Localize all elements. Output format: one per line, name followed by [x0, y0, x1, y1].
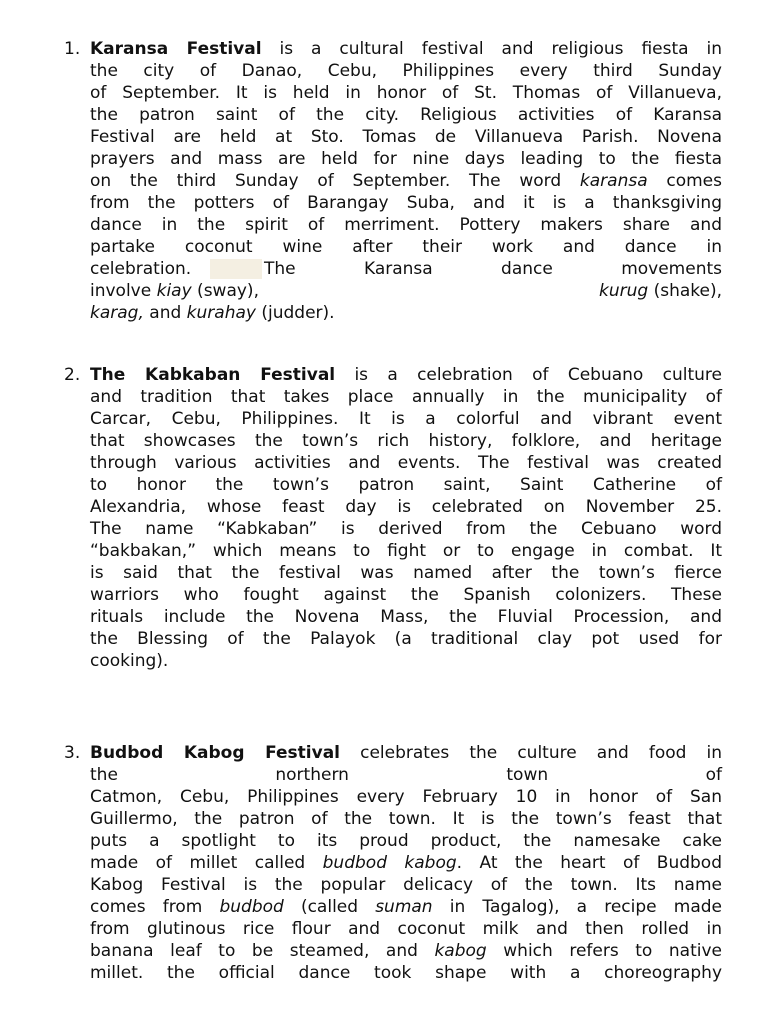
text-line: Alexandria, whose feast day is celebrated on November 25.	[90, 497, 722, 517]
text-line: of September. It is held in honor of St. Thomas of Villanueva,	[90, 83, 722, 103]
text-line: warriors who fought against the Spanish colonizers. These	[90, 585, 722, 605]
text-highlight	[210, 259, 262, 279]
text-line: Guillermo, the patron of the town. It is the town’s feast that	[90, 809, 722, 829]
text-line: dance in the spirit of merriment. Pottery makers share and	[90, 215, 722, 235]
text-line: from the potters of Barangay Suba, and it is a thanksgiving	[90, 193, 722, 213]
text-line: Kabog Festival is the popular delicacy of the town. Its name	[90, 875, 722, 895]
festival-name: Karansa Festival	[90, 39, 262, 59]
text-line: Budbod Kabog Festival celebrates the culture and food in	[90, 743, 722, 763]
text-line: rituals include the Novena Mass, the Fluvial Procession, and	[90, 607, 722, 627]
text-line	[90, 764, 722, 786]
text-line: Catmon, Cebu, Philippines every February 10 in honor of San	[90, 787, 722, 807]
text-line: Festival are held at Sto. Tomas de Villanueva Parish. Novena	[90, 127, 722, 147]
word: the	[90, 765, 118, 785]
text-line: is said that the festival was named after the town’s fierce	[90, 563, 722, 583]
text-line: celebration. The Karansa dance movements	[90, 259, 722, 279]
word: of	[705, 765, 722, 785]
text-line: on the third Sunday of September. The word karansa comes	[90, 171, 722, 191]
text-line: involve kiay (sway), kurug (shake),	[90, 281, 722, 301]
text-line: Carcar, Cebu, Philippines. It is a colorful and vibrant event	[90, 409, 722, 429]
text-line: that showcases the town’s rich history, folklore, and heritage	[90, 431, 722, 451]
text-line: prayers and mass are held for nine days leading to the fiesta	[90, 149, 722, 169]
text-line: the city of Danao, Cebu, Philippines every third Sunday	[90, 61, 722, 81]
text-line: through various activities and events. The festival was created	[90, 453, 722, 473]
text-line: cooking).	[90, 651, 169, 671]
text-line: puts a spotlight to its proud product, the namesake cake	[90, 831, 722, 851]
list-number: 3.	[64, 743, 81, 763]
text-line: “bakbakan,” which means to fight or to engage in combat. It	[90, 541, 722, 561]
text-line: from glutinous rice flour and coconut milk and then rolled in	[90, 919, 722, 939]
text-line: and tradition that takes place annually in the municipality of	[90, 387, 722, 407]
text-line: The name “Kabkaban” is derived from the Cebuano word	[90, 519, 722, 539]
list-number: 2.	[64, 365, 81, 385]
text-line: karag, and kurahay (judder).	[90, 303, 335, 323]
text-line: Karansa Festival is a cultural festival and religious fiesta in	[90, 39, 722, 59]
text-line: the Blessing of the Palayok (a traditional clay pot used for	[90, 629, 722, 649]
list-number: 1.	[64, 39, 81, 59]
text-line: banana leaf to be steamed, and kabog which refers to native	[90, 941, 722, 961]
text-line: The Kabkaban Festival is a celebration of Cebuano culture	[90, 365, 723, 385]
text-line: comes from budbod (called suman in Tagalog), a recipe made	[90, 897, 722, 917]
word: northern	[275, 765, 349, 785]
text-line: partake coconut wine after their work and dance in	[90, 237, 722, 257]
text-line: made of millet called budbod kabog. At the heart of Budbod	[90, 853, 722, 873]
text-line: millet. the official dance took shape with a choreography	[90, 963, 722, 983]
festival-name: The Kabkaban Festival	[90, 365, 336, 385]
text-line: to honor the town’s patron saint, Saint Catherine of	[90, 475, 722, 495]
word: town	[506, 765, 549, 785]
text-line: the patron saint of the city. Religious activities of Karansa	[90, 105, 722, 125]
festival-name: Budbod Kabog Festival	[90, 743, 341, 763]
